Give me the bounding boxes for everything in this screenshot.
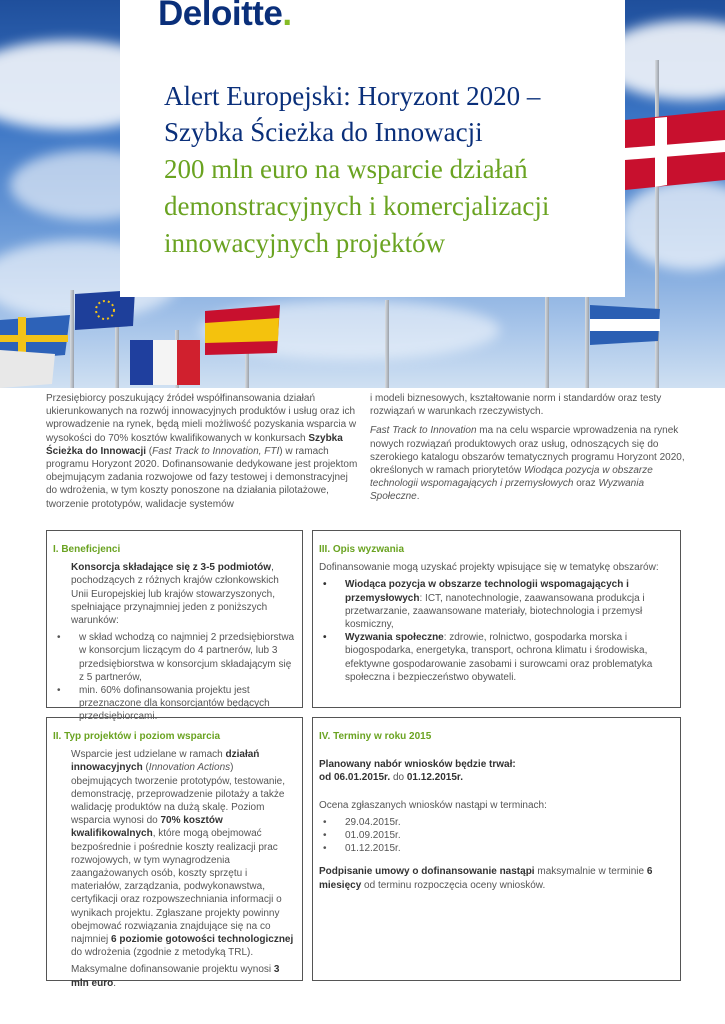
list-item: • 01.12.2015r.: [319, 842, 674, 855]
section-text: Dofinansowanie mogą uzyskać projekty wpisujące się w tematykę obszarów:: [319, 562, 659, 574]
areas-list: [319, 578, 674, 684]
section-text: Wsparcie jest udzielane w ramach działań innowacyjnych (Innovation Actions) obejmujących tworzenie prototypów, testowanie, demonstrację, przeprowadzenie pilotaży a także walidację produktów na dużą skalę. Poziom wsparcia wynosi do 70% kosztów kwalifikowalnych, które mogą obejmować bezpośrednie i pośrednie koszty realizacji prac rozwojowych, w tym wynagrodzenia zaangażowanych osób, koszty sprzętu i materiałów, zarządzania, podwykonawstwa, certyfikacji oraz rozpowszechniania informacji o wynikach projektu. Zgłaszane projekty powinny obejmować rozwiązania znajdujące się na co najmniej 6 poziomie gotowości technologicznej do wdrożenia (zgodnie z metodyką TRL).: [71, 749, 294, 959]
flag-icon: [590, 305, 660, 345]
intro-text-left: Przesiębiorcy poszukujący źródeł współfinansowania działań ukierunkowanych na rozwój innowacyjnych produktów i usług oraz ich wprowadzenie na rynek, będą mieli możliwość pozyskania wsparcia w wysokości do 70% kosztów kwalifikowanych w konkursach Szybka Ścieżka do Innowacji (Fast Track to Innovation, FTI) w ramach programu Horyzont 2020. Dofinansowanie dedykowane jest projektom obejmującym zadania rozwojowe od fazy testowej i demonstracyjnej do wdrożenia, w tym koszty ponoszone na działania pilotażowe, tworzenie prototypów, walidacje systemów: [46, 393, 358, 510]
terminy-box: [312, 717, 681, 981]
section-heading: III. Opis wyzwania: [319, 544, 405, 555]
title-panel: [120, 0, 625, 297]
list-item: • 29.04.2015r.: [319, 816, 674, 829]
dates-list: [319, 816, 674, 856]
intro-text-right: i modeli biznesowych, kształtowanie norm i standardów oraz testy rozwiązań w warunkach rzeczywistych. Fast Track to Innovation ma na celu wsparcie wprowadzenia na rynek nowych rozwiązań produktowych oraz usług, odnoszących się do szerokiego katalogu obszarów tematycznych programu Horyzont 2020, określonych w ramach priorytetów Wiodąca pozycja w obszarze technologii wspomagających i przemysłowych oraz Wyzwania Społeczne.: [370, 393, 685, 503]
list-item: • Wyzwania społeczne: zdrowie, rolnictwo, gospodarka morska i biogospodarka, energetyka, transport, ochrona klimatu i środowiska, efektywne gospodarowanie zasobami i surowcami oraz problematyka społeczna i bezpieczeństwo obywateli.: [319, 631, 674, 684]
deloitte-logo: Deloitte.: [158, 0, 292, 33]
list-item: • Wiodąca pozycja w obszarze technologii wspomagających i przemysłowych: ICT, nanotechnologie, zaawansowana produkcja i przetwarzanie, zaawansowane materiały, biotechnologia i przemysł kosmiczny,: [319, 578, 674, 631]
opis-wyzwania-box: [312, 530, 681, 708]
section-text: Ocena zgłaszanych wniosków nastąpi w terminach:: [319, 799, 547, 811]
page-subtitle: 200 mln euro na wsparcie działań demonstracyjnych i komercjalizacji innowacyjnych projektów: [164, 154, 550, 258]
conditions-list: [53, 631, 296, 723]
section-text: Konsorcja składające się z 3-5 podmiotów, pochodzących z różnych krajów członkowskich Unii Europejskiej lub krajów stowarzyszonych, spełniające przynajmniej jeden z poniższych warunków:: [71, 562, 279, 627]
denmark-flag-icon: [625, 110, 725, 190]
page-title: Alert Europejski: Horyzont 2020 – Szybka Ścieżka do Innowacji: [164, 81, 541, 147]
beneficjenci-box: [46, 530, 303, 723]
section-text: Podpisanie umowy o dofinansowanie nastąpi maksymalnie w terminie 6 miesięcy od terminu rozpoczęcia oceny wniosków.: [319, 866, 653, 891]
spain-flag-icon: [205, 305, 280, 355]
flag-icon: [0, 350, 55, 388]
section-heading: II. Typ projektów i poziom wsparcia: [53, 731, 221, 742]
section-text: Maksymalne dofinansowanie projektu wynosi 3 mln euro.: [71, 964, 280, 989]
list-item: • w skład wchodzą co najmniej 2 przedsiębiorstwa w konsorcjum liczącym do 4 partnerów, lub 3 przedsiębiorstwa w konsorcjum składającym się z 5 partnerów,: [53, 631, 296, 684]
list-item: • 01.09.2015r.: [319, 829, 674, 842]
typ-projektow-box: [46, 717, 303, 989]
list-item: • min. 60% dofinansowania projektu jest przeznaczone dla konsorcjantów będących przedsiębiorcami.: [53, 684, 296, 724]
section-heading: I. Beneficjenci: [53, 544, 121, 555]
france-flag-icon: [130, 340, 200, 385]
section-text: Planowany nabór wniosków będzie trwał: od 06.01.2015r. do 01.12.2015r.: [319, 759, 516, 784]
section-heading: IV. Terminy w roku 2015: [319, 731, 432, 742]
